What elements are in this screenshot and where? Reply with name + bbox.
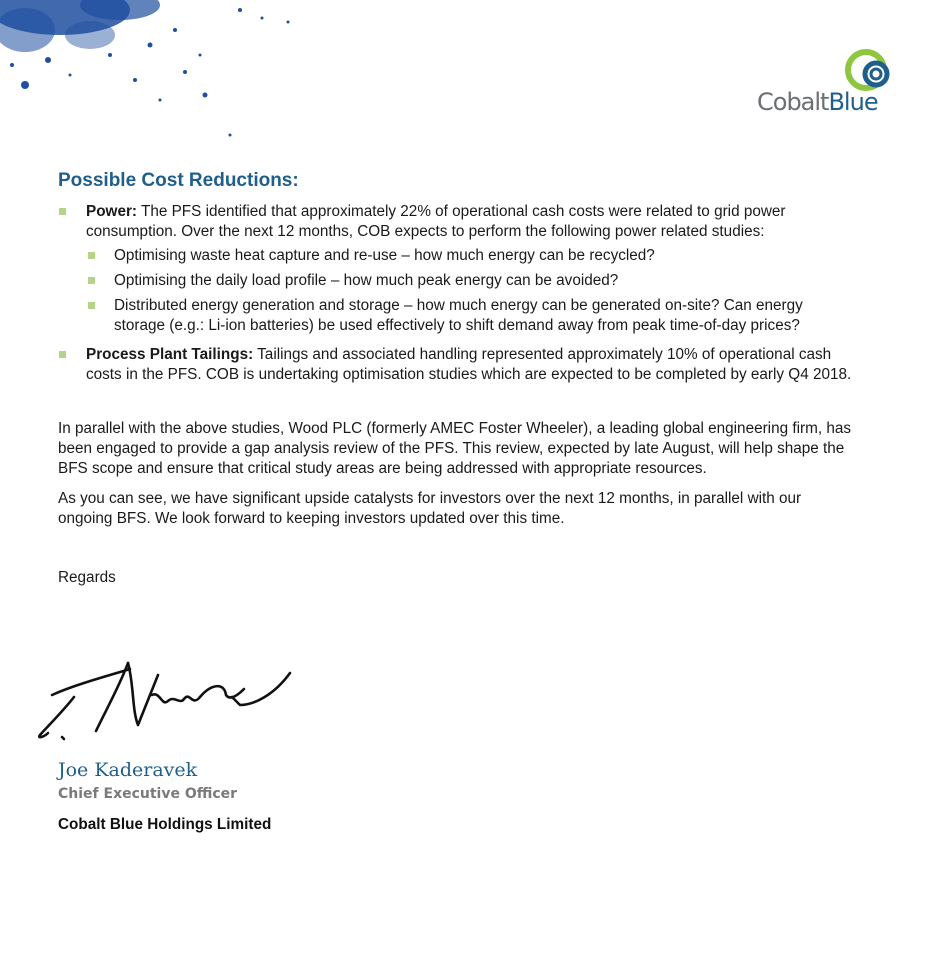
paragraph-2-line-2: ongoing BFS. We look forward to keeping investors updated over this time.: [58, 510, 565, 527]
paragraph-1-line-3: BFS scope and ensure that critical study areas are being addressed with appropriate resources.: [58, 460, 707, 477]
regards-text: Regards: [58, 569, 116, 586]
sub-bullet-2: Optimising the daily load profile – how much peak energy can be avoided?: [114, 272, 619, 289]
sub-bullet-marker-1: [88, 252, 95, 259]
sub-bullet-marker-3: [88, 302, 95, 309]
bullet-marker-power: [59, 208, 66, 215]
bullet-tailings: [86, 345, 886, 385]
bullet-power: [86, 202, 876, 242]
sub-bullet-3-line-2: storage (e.g.: Li-ion batteries) be used effectively to shift demand away from peak time-of-day prices?: [114, 317, 800, 334]
bullet-marker-tailings: [59, 351, 66, 358]
sub-bullet-marker-2: [88, 277, 95, 284]
handwritten-signature: [34, 655, 294, 743]
section-heading: Possible Cost Reductions:: [58, 170, 299, 191]
sub-bullet-3: [114, 296, 884, 336]
logo-word-blue: Blue: [828, 88, 878, 116]
cobalt-blue-logo: [750, 46, 900, 116]
bullet-tailings-line-2: costs in the PFS. COB is undertaking optimisation studies which are expected to be completed by early Q4 2018.: [86, 366, 852, 383]
sub-bullet-1: Optimising waste heat capture and re-use – how much energy can be recycled?: [114, 247, 655, 264]
paragraph-wood-plc: [58, 419, 878, 479]
signer-name: Joe Kaderavek: [58, 759, 198, 781]
logo-mark-icon: [842, 48, 894, 92]
paint-splash-graphic: [0, 0, 300, 150]
paragraph-1-line-2: been engaged to provide a gap analysis review of the PFS. This review, expected by late August, will help shape the: [58, 440, 845, 457]
paragraph-catalysts: [58, 489, 878, 529]
paragraph-2-line-1: As you can see, we have significant upside catalysts for investors over the next 12 months, in parallel with our: [58, 490, 802, 507]
bullet-tailings-line-1: Tailings and associated handling represented approximately 10% of operational cash: [253, 346, 832, 363]
signer-title: Chief Executive Officer: [58, 786, 238, 802]
bullet-power-label: Power:: [86, 203, 137, 220]
logo-word-cobalt: Cobalt: [757, 88, 829, 116]
bullet-power-line-1: The PFS identified that approximately 22% of operational cash costs were related to grid power: [137, 203, 786, 220]
sub-bullet-3-line-1: Distributed energy generation and storage – how much energy can be generated on-site? Can energy: [114, 297, 803, 314]
bullet-power-line-2: consumption. Over the next 12 months, COB expects to perform the following power related studies:: [86, 223, 765, 240]
bullet-tailings-label: Process Plant Tailings:: [86, 346, 254, 363]
company-name: Cobalt Blue Holdings Limited: [58, 816, 272, 833]
paragraph-1-line-1: In parallel with the above studies, Wood PLC (formerly AMEC Foster Wheeler), a leading global engineering firm, has: [58, 420, 851, 437]
logo-wordmark: [757, 88, 878, 116]
